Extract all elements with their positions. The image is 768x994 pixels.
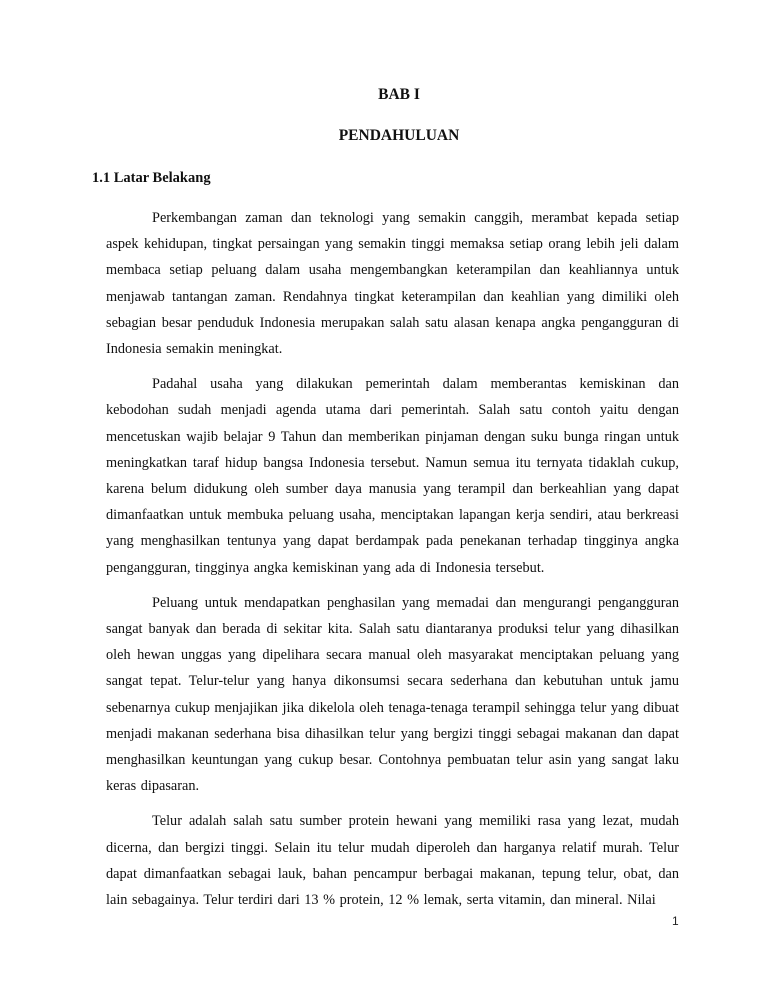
chapter-number: BAB I	[378, 86, 420, 103]
chapter-title: PENDAHULUAN	[338, 127, 460, 144]
paragraph: Peluang untuk mendapatkan penghasilan yang memadai dan mengurangi pengangguran sangat banyak dan berada di sekitar kita. Salah satu diantaranya produksi telur yang dihasilkan oleh hewan unggas yang dipelihara secara manual oleh masyarakat menciptakan peluang yang sangat tepat. Telur-telur yang hanya dikonsumsi secara sederhana dan kebutuhan untuk jamu sebenarnya cukup menjajikan jika dikelola oleh tenaga-tenaga terampil sehingga telur yang dibuat menjadi makanan sederhana bisa dihasilkan telur yang bergizi tinggi sebagai makanan dan dapat menghasilkan keuntungan yang cukup besar. Contohnya pembuatan telur asin yang sangat laku keras dipasaran.	[106, 594, 679, 795]
body-text	[106, 205, 679, 922]
section-heading: 1.1 Latar Belakang	[92, 170, 211, 186]
paragraph: Padahal usaha yang dilakukan pemerintah dalam memberantas kemiskinan dan kebodohan sudah menjadi agenda utama dari pemerintah. Salah satu contoh yaitu dengan mencetuskan wajib belajar 9 Tahun dan memberikan pinjaman dengan suku bunga ringan untuk meningkatkan taraf hidup bangsa Indonesia tersebut. Namun semua itu ternyata tidaklah cukup, karena belum didukung oleh sumber daya manusia yang terampil dan berkeahlian yang dapat dimanfaatkan untuk membuka peluang usaha, menciptakan lapangan kerja sendiri, atau berkreasi yang menghasilkan tentunya yang dapat berdampak pada penekanan terhadap tingginya angka pengangguran, tingginya angka kemiskinan yang ada di Indonesia tersebut.	[106, 376, 679, 576]
page-number: 1	[672, 914, 679, 928]
paragraph: Perkembangan zaman dan teknologi yang semakin canggih, merambat kepada setiap aspek kehidupan, tingkat persaingan yang semakin tinggi memaksa setiap orang lebih jeli dalam membaca setiap peluang dalam usaha mengembangkan keterampilan dan keahliannya untuk menjawab tantangan zaman. Rendahnya tingkat keterampilan dan keahlian yang dimiliki oleh sebagian besar penduduk Indonesia merupakan salah satu alasan kenapa angka pengangguran di Indonesia semakin meningkat.	[106, 210, 679, 358]
paragraph: Telur adalah salah satu sumber protein hewani yang memiliki rasa yang lezat, mudah dicerna, dan bergizi tinggi. Selain itu telur mudah diperoleh dan harganya relatif murah. Telur dapat dimanfaatkan sebagai lauk, bahan pencampur berbagai makanan, tepung telur, obat, dan lain sebagainya. Telur terdiri dari 13 % protein, 12 % lemak, serta vitamin, dan mineral. Nilai	[106, 813, 679, 909]
